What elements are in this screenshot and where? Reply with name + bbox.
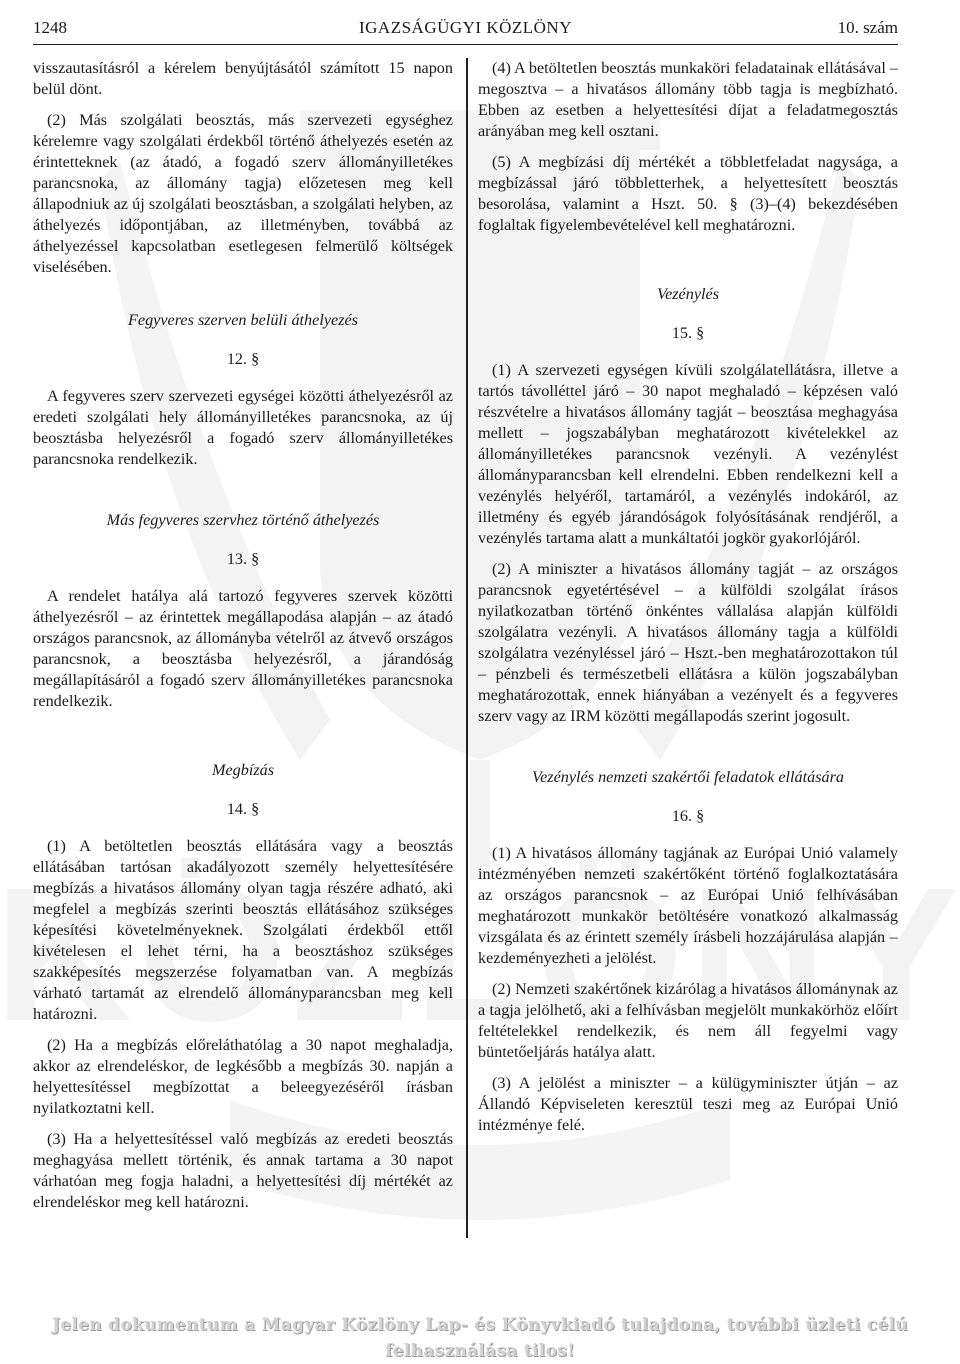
section-number: 12. § xyxy=(226,350,260,368)
section-number: 13. § xyxy=(226,550,260,568)
paragraph: (2) Más szolgálati beosztás, más szervezeti egységhez kérelemre vagy szolgálati érdekből történő áthelyezés esetén az érintetteknek (az átadó, a fogadó szerv állományilletékes parancsnoka, az állomány tagja) előzetesen meg kell állapodniuk az új szolgálati beosztásban, a szolgálati helyben, az áthelyezés időpontjában, az illetményben, továbbá az áthelyezéssel kapcsolatban esetlegesen felmerülő költségek viselésében. xyxy=(33,111,453,276)
page-header xyxy=(33,14,898,45)
section-title: Vezénylés nemzeti szakértői feladatok ellátására xyxy=(532,768,844,786)
section-title: Fegyveres szerven belüli áthelyezés xyxy=(128,311,358,329)
paragraph: (3) Ha a helyettesítéssel való megbízás az eredeti beosztás meghagyása mellett történik, és annak tartama a 30 napot várhatóan meg fogja haladni, a helyettesítési díj mértékét az elrendeléskor meg kell határozni. xyxy=(33,1130,453,1211)
issue-number: 10. szám xyxy=(837,18,898,37)
column-divider xyxy=(466,58,468,1238)
paragraph: (2) Nemzeti szakértőnek kizárólag a hivatásos állománynak az a tagja jelölhető, aki a felhívásban megjelölt munkakörhöz előírt feltételekkel rendelkezik, és nem áll fegyelmi vagy büntetőeljárás hatálya alatt. xyxy=(478,980,898,1061)
paragraph: (4) A betöltetlen beosztás munkaköri feladatainak ellátásával – megosztva – a hivatásos állomány több tagja is megbízható. Ebben az esetben a helyettesítési díjat a feladatmegosztás arányában meg kell osztani. xyxy=(478,59,898,140)
section-title: Más fegyveres szervhez történő áthelyezés xyxy=(106,511,380,529)
paragraph: (1) A hivatásos állomány tagjának az Európai Unió valamely intézményében nemzeti szakértőként történő foglalkoztatására az országos parancsnok – az Európai Unió felhívásában meghatározott munkakör betöltésére vonatkozó alkalmasság vizsgálata és az érintett személy írásbeli hozzájárulása alapján – kezdeményezheti a jelölést. xyxy=(478,844,898,967)
paragraph: (3) A jelölést a miniszter – a külügyminiszter útján – az Állandó Képviseleten keresztül teszi meg az Európai Unió intézménye felé. xyxy=(478,1074,898,1134)
section-title: Vezénylés xyxy=(656,285,720,303)
section-title: Megbízás xyxy=(211,761,275,779)
paragraph: (2) A miniszter a hivatásos állomány tagját – az országos parancsnok egyetértésével – a külföldi szolgálat írásos nyilatkozatban történő önkéntes vállalása alapján külföldi szolgálatra vezényli. A hivatásos állomány tagja a külföldi szolgálatra vezényléssel járó – Hszt.-ben meghatározottakon túl – pénzbeli és természetbeli ellátásra a külön jogszabályban meghatározottak, ennek hiányában a vezényelt és a fegyveres szerv vagy az IRM közötti megállapodás szerint jogosult. xyxy=(478,560,898,725)
paragraph: visszautasításról a kérelem benyújtásától számított 15 napon belül dönt. xyxy=(33,59,453,98)
ownership-notice: Jelen dokumentum a Magyar Közlöny Lap- és Könyvkiadó tulajdona, további üzleti célú felhasználása tilos! xyxy=(51,1315,909,1361)
paragraph: (1) A szervezeti egységen kívüli szolgálatellátásra, illetve a tartós távolléttel járó – 30 napot meghaladó – képzésen való részvételre a hivatásos állomány tagját – beosztása meghagyása mellett – jogszabályban meghatározott kivételekkel az állományilletékes parancsnok vezényli. A vezénylést állományparancsban kell elrendelni. Ebben rendelkezni kell a vezénylés helyéről, tartamáról, a vezénylés indokáról, az illetmény és egyéb járandóságok folyósításának rendjéről, a vezénylés tartama alatt a munkáltatói jogkör gyakorlójáról. xyxy=(478,361,898,547)
paragraph: A rendelet hatálya alá tartozó fegyveres szervek közötti áthelyezésről – az érintettek megállapodása alapján – az átadó országos parancsnok, az állományba vételről az átvevő országos parancsnok, a beosztásba helyezésről, a járandóság megállapításáról a fogadó szerv állományilletékes parancsnoka rendelkezik. xyxy=(33,587,453,710)
paragraph: A fegyveres szerv szervezeti egységei közötti áthelyezésről az eredeti szolgálati hely állományilletékes parancsnoka, az új beosztásba helyezésről a fogadó szerv állományilletékes parancsnoka rendelkezik. xyxy=(33,387,453,468)
section-number: 15. § xyxy=(671,324,705,342)
paragraph: (2) Ha a megbízás előreláthatólag a 30 napot meghaladja, akkor az elrendeléskor, de legkésőbb a megbízás 30. napján a helyettesítéssel megbízottat a beleegyezéséről írásban nyilatkoztatni kell. xyxy=(33,1036,453,1117)
page-number: 1248 xyxy=(33,18,67,37)
section-number: 14. § xyxy=(226,800,260,818)
paragraph: (1) A betöltetlen beosztás ellátására vagy a beosztás ellátásában tartósan akadályozott személy helyettesítésére megbízás a hivatásos állomány olyan tagja részére adható, aki megfelel a megbízás szerinti beosztás ellátásához szükséges képesítési követelményeknek. Szolgálati érdekből ettől kivételesen el lehet térni, ha a beosztáshoz szükséges szakképesítés megszerzése folyamatban van. A megbízás várható tartamát az elrendelő állományparancsban meg kell határozni. xyxy=(33,837,453,1023)
left-column xyxy=(33,58,453,1223)
publication-title: IGAZSÁGÜGYI KÖZLÖNY xyxy=(358,18,572,37)
right-column xyxy=(478,58,898,1146)
section-number: 16. § xyxy=(671,807,705,825)
paragraph: (5) A megbízási díj mértékét a többletfeladat nagysága, a megbízással járó többletterhek, a helyettesített beosztás besorolása, valamint a Hszt. 50. § (3)–(4) bekezdésében foglaltak figyelembevételével kell meghatározni. xyxy=(478,153,898,234)
